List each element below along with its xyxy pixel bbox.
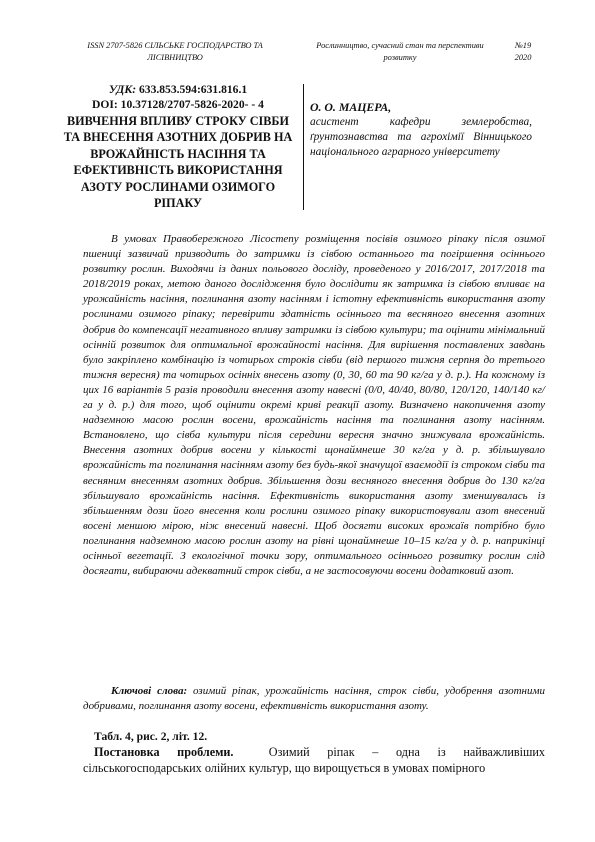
issue-info [508,40,538,64]
journal-issn-name: ISSN 2707-5826 СІЛЬСЬКЕ ГОСПОДАРСТВО ТА ЛІСІВНИЦТВО [87,41,263,62]
issue-year: 2020 [514,53,532,62]
doi-value: 10.37128/2707-5826-2020- - 4 [120,98,264,111]
page-header [70,40,535,72]
author-block [310,100,532,160]
keywords-text: озимий ріпак, урожайність насіння, строк сівби, удобрення азотними добривами, поглинання азоту восени, ефективність використання азоту. [83,685,546,713]
issue-number: №19 [514,41,532,50]
doi-label: DOI: [92,98,118,111]
keywords-label: Ключові слова: [111,685,188,697]
intro-heading: Постановка проблеми. [94,745,234,759]
column-divider [303,84,304,210]
udc-value: 633.853.594:631.816.1 [138,83,248,96]
udc-label: УДК: [108,83,137,96]
article-identifiers [62,82,294,211]
author-name: О. О. МАЦЕРА, [310,100,392,114]
article-title: ВИВЧЕННЯ ВПЛИВУ СТРОКУ СІВБИ ТА ВНЕСЕННЯ АЗОТНИХ ДОБРИВ НА ВРОЖАЙНІСТЬ НАСІННЯ ТА ЕФЕКТИВНІСТЬ ВИКОРИСТАННЯ АЗОТУ РОСЛИНАМИ ОЗИМОГО РІПАКУ [63,114,293,211]
keywords [83,684,545,714]
intro-text: Озимий ріпак – одна із найважливіших сільськогосподарських олійних культур, що вирощується в умовах помірного [83,745,545,775]
author-affiliation: асистент кафедри землеробства, ґрунтознавства та агрохімії Вінницького національного аграрного університету [310,116,532,158]
udc-line [62,82,294,97]
abstract: В умовах Правобережного Лісостепу розміщення посівів озимого ріпаку після озимої пшениці зазвичай призводить до затримки із сівбою останнього та погіршення осіннього розвитку рослин. Виходячи із даних польового досліду, проведеного у 2016/2017, 2017/2018 та 2018/2019 роках, метою даного дослідження було дослідити як затримка із сівбою впливає на урожайність насіння, поглинання азоту насінням і істотну ефективність використання азоту рослинами озимого ріпаку; перевірити здатність осіннього та весняного внесення азотних добрив до компенсації негативного впливу затримки із сівбою культури; та оцінити мінімальний осінній розвиток для оптимальної врожайності насіння. Для вирішення поставлених завдань було закріплено комбінацію із чотирьох строків сівби (від першого тижня серпня до третього тижня вересня) та чотирьох осінніх внесень азоту (0, 30, 60 та 90 кг/га у д. р.). На кожному із цих 16 варіантів 5 разів проводили внесення азоту навесні (0/0, 40/40, 80/80, 120/120, 140/140 кг/га у д. р.) для того, щоб оцінити окремі криві реакції азоту. Визначено накопичення азоту надземною масою рослин восени, врожайність насіння та поглинання азоту насінням. Встановлено, що сівба культури після середини вересня значно знижувала врожайність. Внесення азотних добрив восени у кількості щонаймнеше 30 кг/га у д. р. збільшувало врожайність та поглинання насінням азоту без будь-якої значущої взаємодії із строком сівби та весняним внесенням азотних добрив. Збільшення дози весняного внесення добрив до 130 кг/га збільшувало врожайність насіння. Ефективність використання азоту зменшувалась із збільшенням дози його внесення коли рослини озимого ріпаку використовували азот внесений восені меншою мірою, ніж внесений навесні. Щоб досягти високих врожаїв потрібно було поглинання надземною масою рослин азоту на рівні щонаймнеше 10–15 кг/га у д. р. наприкінці осінньої вегетації. З екологічної точки зору, оптимального осіннього розвитку рослин слід досягати, вибираючи адекватний строк сівби, а не застосовуючи восени додатковий азот. [83,233,545,578]
journal-section: Рослинництво, сучасний стан та перспективи розвитку [316,41,484,62]
doi-line [62,97,294,112]
tables-figures-count: Табл. 4, рис. 2, літ. 12. [94,730,208,743]
intro-paragraph [83,745,545,776]
